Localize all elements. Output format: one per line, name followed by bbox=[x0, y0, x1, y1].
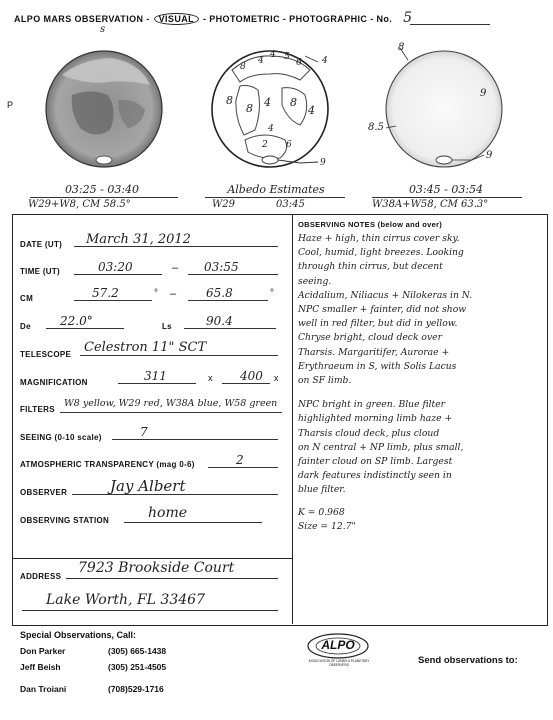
alpo-logo bbox=[300, 628, 380, 668]
address-line1-rule bbox=[66, 578, 278, 579]
note-line: Acidalium, Niliacus + Nilokeras in N. bbox=[298, 289, 473, 301]
address-divider bbox=[12, 558, 293, 559]
header-number: 5 bbox=[403, 10, 413, 26]
albedo-label: 2 bbox=[262, 140, 268, 150]
right-disk-label: 9 bbox=[480, 88, 487, 99]
alpo-logo-text: ALPO bbox=[321, 638, 355, 652]
contact-name: Dan Troiani bbox=[20, 684, 67, 694]
note-line: Size = 12.7" bbox=[298, 520, 356, 532]
date-value[interactable]: March 31, 2012 bbox=[86, 232, 191, 247]
note-line: on SF limb. bbox=[298, 375, 352, 387]
note-line: blue filter. bbox=[298, 484, 346, 496]
right-disk-label: 8 bbox=[398, 42, 405, 53]
right-disk-time-line bbox=[372, 197, 522, 198]
left-disk-time-line bbox=[30, 197, 178, 198]
cm-start[interactable]: 57.2 bbox=[92, 286, 119, 300]
ls-line bbox=[184, 328, 276, 329]
albedo-label: 4 bbox=[322, 56, 328, 66]
note-line: Cool, humid, light breezes. Looking bbox=[298, 247, 464, 259]
contact-phone[interactable]: (305) 665-1438 bbox=[108, 646, 167, 656]
de-value[interactable]: 22.0° bbox=[60, 314, 93, 328]
middle-disk-info-b: 03:45 bbox=[276, 199, 305, 210]
telescope-label: TELESCOPE bbox=[20, 350, 72, 359]
note-line: Tharsis cloud deck, plus cloud bbox=[298, 427, 440, 439]
cm-start-line bbox=[74, 300, 152, 301]
note-line bbox=[298, 388, 544, 398]
magnification-v2-line bbox=[222, 383, 270, 384]
ls-value[interactable]: 90.4 bbox=[206, 314, 233, 328]
albedo-label: 8 bbox=[290, 96, 297, 109]
note-line: on N central + NP limb, plus small, bbox=[298, 441, 464, 453]
right-disk-info: W38A+W58, CM 63.3° bbox=[372, 199, 489, 210]
note-line: NPC smaller + fainter, did not show bbox=[298, 304, 467, 316]
albedo-label: 6 bbox=[286, 140, 292, 150]
address-line1[interactable]: 7923 Brookside Court bbox=[78, 560, 235, 576]
transparency-line bbox=[208, 467, 278, 468]
special-observations: Special Observations, Call: bbox=[20, 630, 137, 640]
right-mars-disk bbox=[386, 48, 502, 167]
albedo-label: 8 bbox=[246, 102, 253, 115]
albedo-caption-line bbox=[205, 197, 345, 198]
station-value[interactable]: home bbox=[148, 505, 188, 521]
magnification-v1[interactable]: 311 bbox=[144, 369, 167, 383]
p-marker: P bbox=[7, 100, 14, 110]
magnification-x2: x bbox=[274, 373, 279, 383]
note-line: seeing. bbox=[298, 275, 332, 287]
alpo-logo-sub: ASSOCIATION OF LUNAR & PLANETARY OBSERVERS bbox=[308, 659, 370, 667]
albedo-label: 4 bbox=[308, 104, 315, 117]
seeing-value[interactable]: 7 bbox=[140, 425, 148, 439]
albedo-label: 4 bbox=[258, 56, 264, 66]
send-observations: Send observations to: bbox=[418, 655, 518, 666]
note-line: dark features indistinctly seen in bbox=[298, 470, 452, 482]
cm-sep: – bbox=[170, 288, 177, 300]
left-disk-info: W29+W8, CM 58.5° bbox=[28, 199, 131, 210]
header-title-suffix: - PHOTOMETRIC - PHOTOGRAPHIC - No. bbox=[202, 14, 393, 24]
albedo-caption: Albedo Estimates bbox=[227, 183, 325, 196]
telescope-value[interactable]: Celestron 11" SCT bbox=[84, 340, 207, 355]
albedo-label: 9 bbox=[320, 158, 326, 168]
cm-deg1: ° bbox=[154, 288, 158, 299]
contact-name: Jeff Beish bbox=[20, 662, 61, 672]
date-label: DATE (UT) bbox=[20, 240, 63, 249]
albedo-label: 4 bbox=[268, 124, 274, 134]
magnification-v1-line bbox=[118, 383, 196, 384]
contact-name: Don Parker bbox=[20, 646, 66, 656]
right-disk-label: 8.5 bbox=[368, 122, 384, 133]
note-line: fainter cloud on SP limb. Largest bbox=[298, 456, 453, 468]
transparency-label: ATMOSPHERIC TRANSPARENCY (mag 0-6) bbox=[20, 460, 195, 469]
observer-line bbox=[72, 494, 278, 495]
albedo-label: 5 bbox=[284, 52, 290, 62]
header-visual-circled: VISUAL bbox=[154, 13, 199, 25]
magnification-label: MAGNIFICATION bbox=[20, 378, 88, 387]
note-line: highlighted morning limb haze + bbox=[298, 413, 453, 425]
form-divider bbox=[292, 214, 293, 624]
left-mars-disk bbox=[46, 51, 162, 167]
south-marker: s bbox=[100, 24, 106, 35]
albedo-label: 8 bbox=[240, 62, 246, 72]
filters-line bbox=[60, 412, 282, 413]
right-disk-time: 03:45 - 03:54 bbox=[408, 183, 484, 196]
note-line: Erythraeum in S, with Solis Lacus bbox=[298, 360, 457, 372]
ls-label: Ls bbox=[162, 322, 172, 331]
time-end-line bbox=[188, 274, 278, 275]
note-line: NPC bright in green. Blue filter bbox=[298, 399, 446, 411]
cm-label: CM bbox=[20, 294, 34, 303]
address-line2-rule bbox=[22, 610, 278, 611]
albedo-label: 4 bbox=[264, 96, 271, 109]
station-label: OBSERVING STATION bbox=[20, 516, 110, 525]
station-line bbox=[124, 522, 262, 523]
address-label: ADDRESS bbox=[20, 572, 62, 581]
note-line bbox=[298, 498, 544, 506]
note-line: well in red filter, but did in yellow. bbox=[298, 318, 458, 330]
seeing-label: SEEING (0-10 scale) bbox=[20, 433, 102, 442]
de-label: De bbox=[20, 322, 31, 331]
time-sep: – bbox=[172, 262, 179, 274]
filters-value[interactable]: W8 yellow, W29 red, W38A blue, W58 green bbox=[64, 398, 278, 409]
right-disk-label: 9 bbox=[486, 150, 493, 161]
de-line bbox=[46, 328, 124, 329]
note-line: Haze + high, thin cirrus cover sky. bbox=[298, 233, 460, 244]
cm-end[interactable]: 65.8 bbox=[206, 286, 233, 300]
middle-disk-info-a: W29 bbox=[212, 199, 236, 210]
note-line: K = 0.968 bbox=[298, 506, 345, 518]
albedo-label: 8 bbox=[226, 94, 233, 107]
note-line: Chryse bright, cloud deck over bbox=[298, 332, 442, 344]
time-start[interactable]: 03:20 bbox=[98, 260, 133, 274]
albedo-label: 6 bbox=[296, 58, 302, 68]
transparency-value[interactable]: 2 bbox=[236, 453, 244, 467]
albedo-label: 4 bbox=[270, 50, 276, 60]
time-start-line bbox=[74, 274, 162, 275]
observer-value[interactable]: Jay Albert bbox=[110, 477, 186, 495]
notes-body bbox=[298, 232, 544, 534]
contact-phone[interactable]: (305) 251-4505 bbox=[108, 662, 167, 672]
cm-deg2: ° bbox=[270, 288, 274, 299]
header-title-prefix: ALPO MARS OBSERVATION - bbox=[14, 14, 150, 24]
observer-label: OBSERVER bbox=[20, 488, 68, 497]
time-end[interactable]: 03:55 bbox=[204, 260, 239, 274]
time-label: TIME (UT) bbox=[20, 267, 61, 276]
contact-phone[interactable]: (708)529-1716 bbox=[108, 684, 164, 694]
left-disk-time: 03:25 - 03:40 bbox=[64, 183, 140, 196]
note-line: through thin cirrus, but decent bbox=[298, 261, 443, 273]
filters-label: FILTERS bbox=[20, 405, 55, 414]
cm-end-line bbox=[188, 300, 268, 301]
note-line: Tharsis. Margaritifer, Aurorae + bbox=[298, 346, 450, 358]
magnification-v2[interactable]: 400 bbox=[240, 369, 263, 383]
magnification-x1: x bbox=[208, 373, 213, 383]
address-line2[interactable]: Lake Worth, FL 33467 bbox=[46, 592, 205, 608]
notes-header: OBSERVING NOTES (below and over) bbox=[298, 220, 443, 229]
telescope-line bbox=[80, 355, 278, 356]
seeing-line bbox=[112, 439, 278, 440]
date-line bbox=[74, 246, 278, 247]
